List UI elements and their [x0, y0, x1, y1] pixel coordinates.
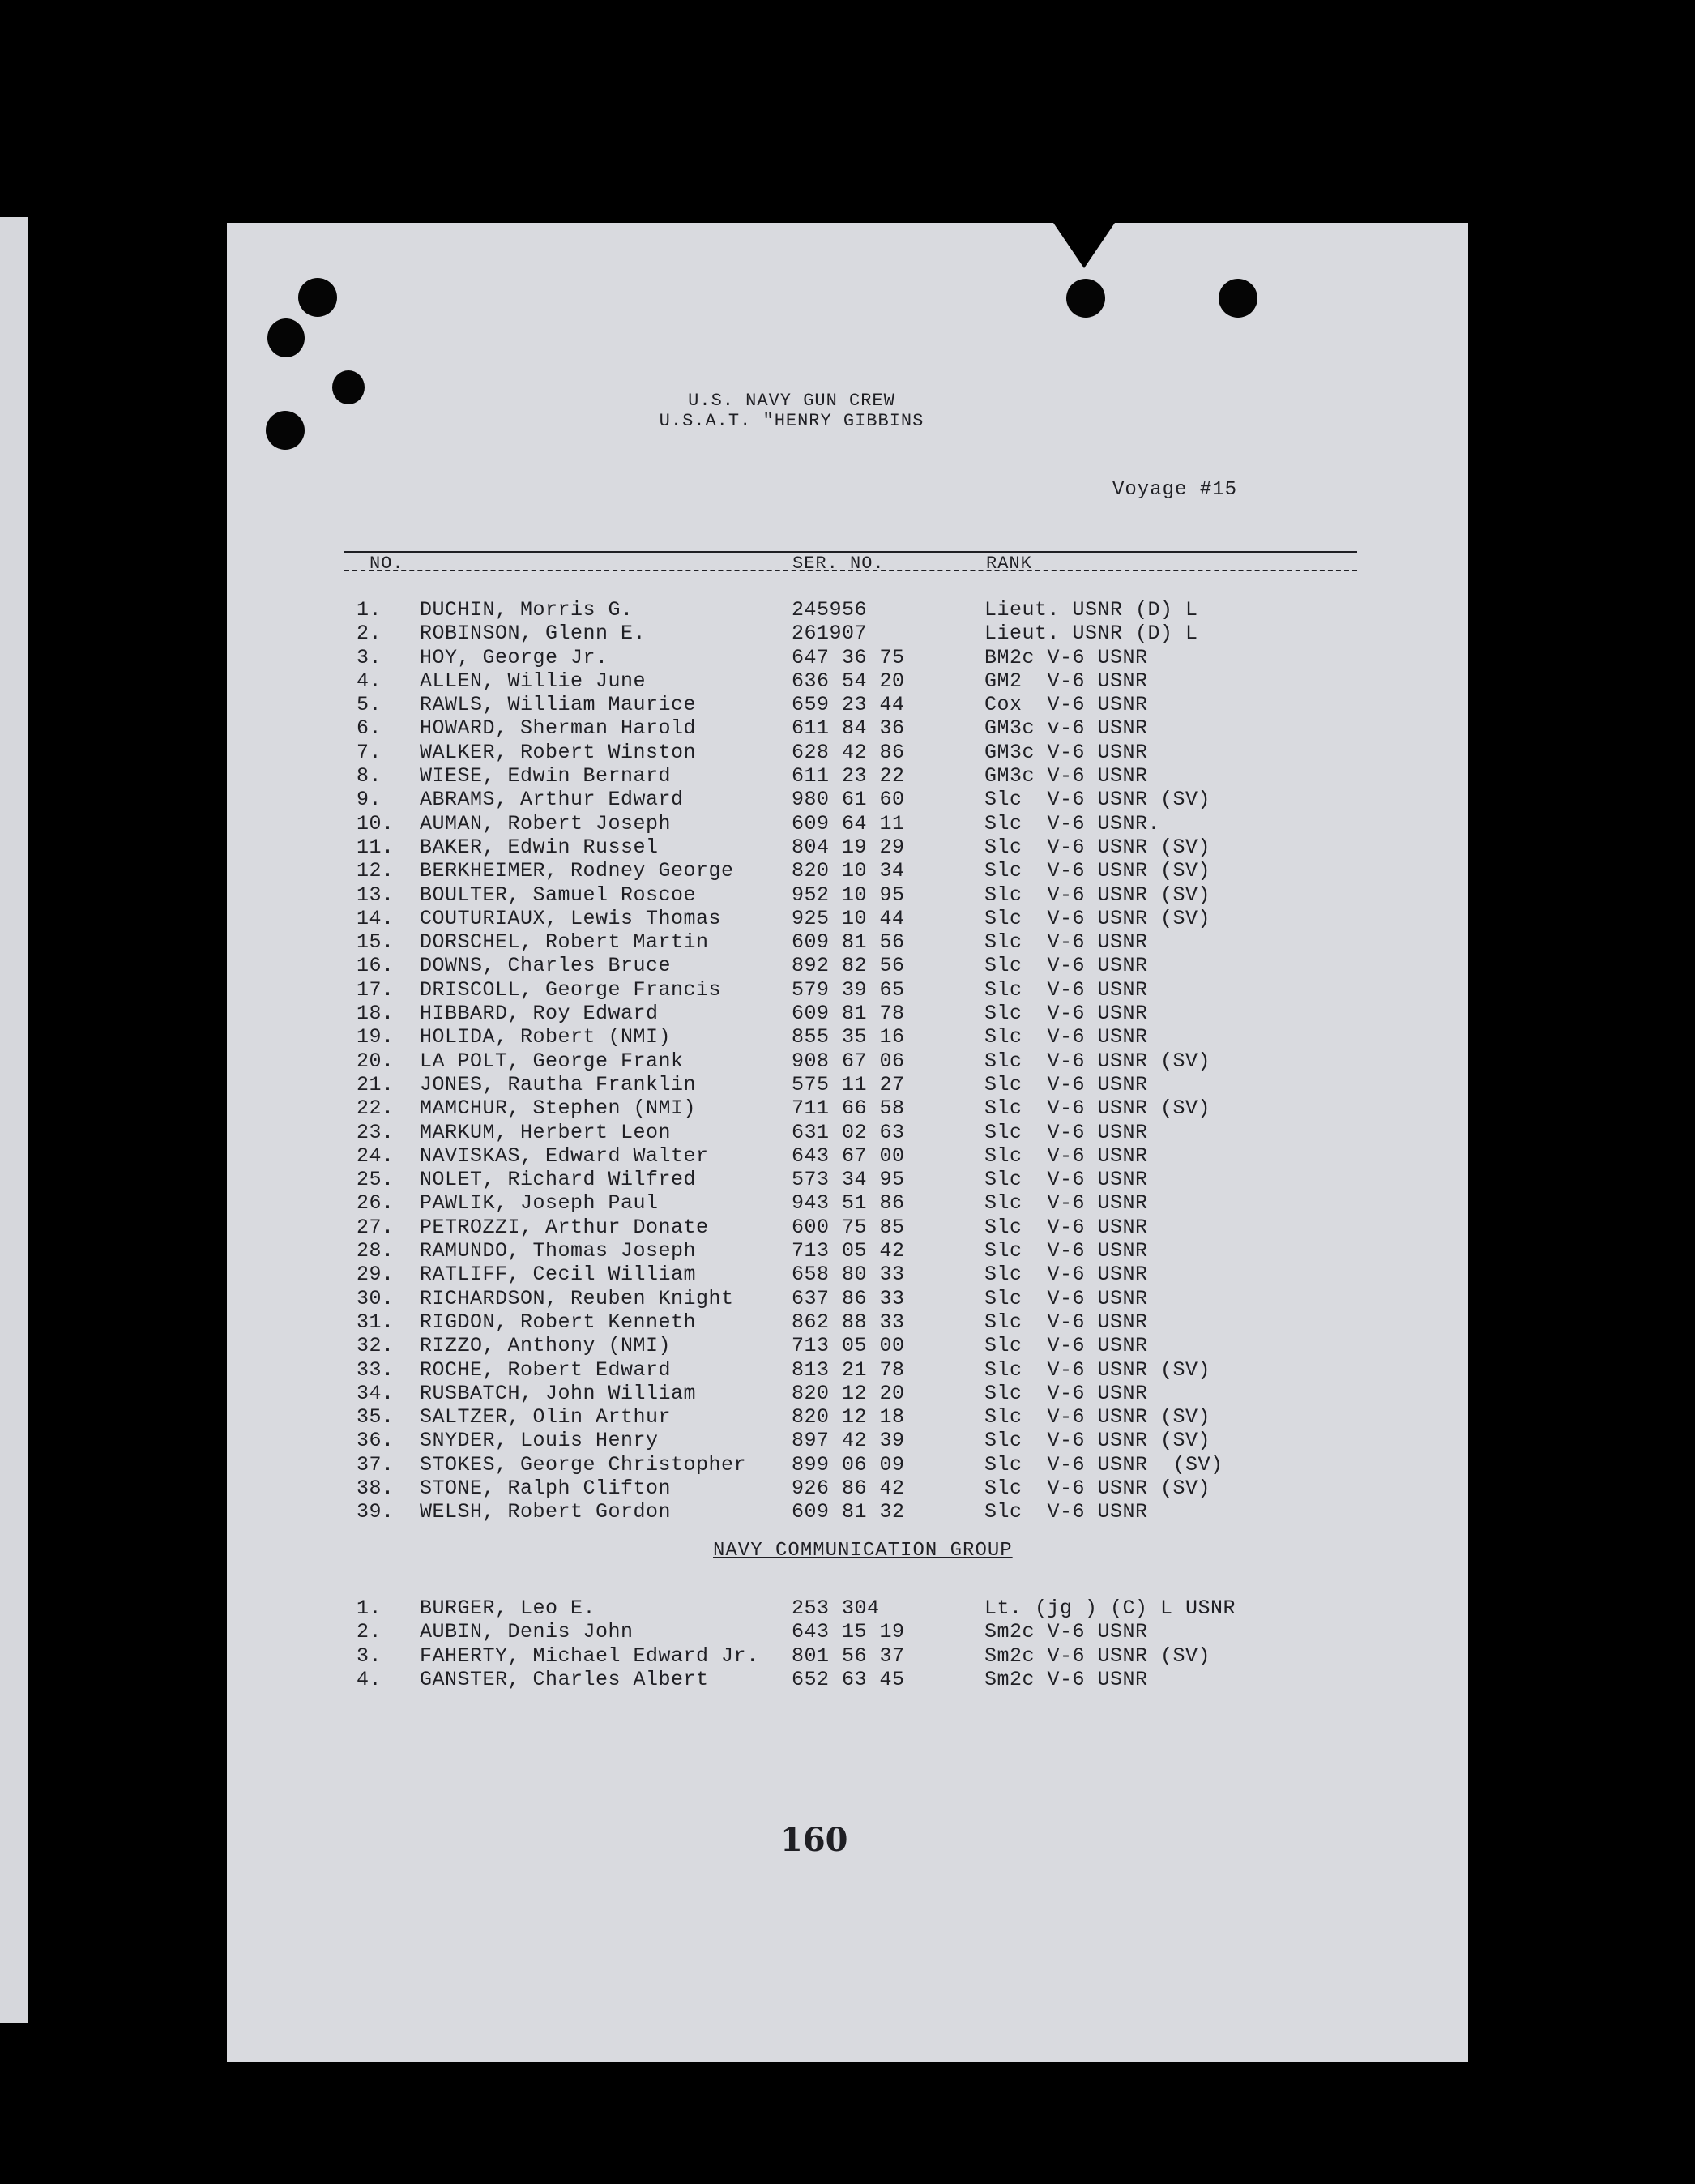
list-item: [227, 1668, 1468, 1691]
person-name: NAVISKAS, Edward Walter: [420, 1143, 709, 1168]
person-name: RAMUNDO, Thomas Joseph: [420, 1239, 697, 1263]
entry-number: 3.: [357, 1643, 382, 1668]
serial-number: 659 23 44: [792, 693, 905, 717]
serial-number: 573 34 95: [792, 1168, 905, 1192]
list-item: [227, 1073, 1468, 1096]
list-item: [227, 1358, 1468, 1382]
serial-number: 245956: [792, 598, 868, 622]
list-item: [227, 1263, 1468, 1286]
list-item: [227, 1168, 1468, 1191]
rank-text: Slc V-6 USNR.: [984, 811, 1161, 836]
person-name: NOLET, Richard Wilfred: [420, 1168, 697, 1192]
serial-number: 611 23 22: [792, 764, 905, 789]
rank-text: Slc V-6 USNR: [984, 1072, 1148, 1096]
person-name: DORSCHEL, Robert Martin: [420, 930, 709, 955]
rank-text: Slc V-6 USNR: [984, 930, 1148, 955]
entry-number: 23.: [357, 1120, 395, 1144]
entry-number: 11.: [357, 835, 395, 859]
list-item: [227, 1477, 1468, 1500]
serial-number: 892 82 56: [792, 954, 905, 978]
person-name: SALTZER, Olin Arthur: [420, 1405, 672, 1430]
entry-number: 34.: [357, 1381, 395, 1405]
rank-text: Slc V-6 USNR (SV): [984, 883, 1211, 907]
rank-text: Slc V-6 USNR: [984, 1239, 1148, 1263]
entry-number: 32.: [357, 1334, 395, 1358]
list-item: [227, 1144, 1468, 1168]
entry-number: 24.: [357, 1143, 395, 1168]
person-name: MAMCHUR, Stephen (NMI): [420, 1096, 697, 1121]
entry-number: 18.: [357, 1002, 395, 1026]
serial-number: 600 75 85: [792, 1215, 905, 1239]
person-name: GANSTER, Charles Albert: [420, 1667, 709, 1691]
entry-number: 6.: [357, 716, 382, 741]
list-item: [227, 1287, 1468, 1310]
entry-number: 29.: [357, 1263, 395, 1287]
rank-text: Slc V-6 USNR (SV): [984, 1429, 1211, 1453]
rank-text: Slc V-6 USNR: [984, 977, 1148, 1002]
entry-number: 30.: [357, 1286, 395, 1310]
entry-number: 13.: [357, 883, 395, 907]
serial-number: 253 304: [792, 1596, 880, 1620]
serial-number: 820 10 34: [792, 859, 905, 883]
serial-number: 899 06 09: [792, 1452, 905, 1477]
entry-number: 15.: [357, 930, 395, 955]
list-item: [227, 788, 1468, 811]
person-name: BURGER, Leo E.: [420, 1596, 596, 1620]
entry-number: 17.: [357, 977, 395, 1002]
person-name: DUCHIN, Morris G.: [420, 598, 634, 622]
rank-text: Slc V-6 USNR: [984, 1381, 1148, 1405]
rank-text: Lieut. USNR (D) L: [984, 622, 1198, 646]
serial-number: 658 80 33: [792, 1263, 905, 1287]
list-item: [227, 1049, 1468, 1073]
serial-number: 609 64 11: [792, 811, 905, 836]
serial-number: 579 39 65: [792, 977, 905, 1002]
rank-text: Slc V-6 USNR (SV): [984, 788, 1211, 812]
rank-text: Slc V-6 USNR: [984, 1500, 1148, 1524]
list-item: [227, 669, 1468, 693]
rank-text: BM2c V-6 USNR: [984, 645, 1148, 669]
punch-hole: [1066, 279, 1105, 318]
entry-number: 21.: [357, 1072, 395, 1096]
person-name: LA POLT, George Frank: [420, 1049, 684, 1073]
person-name: WIESE, Edwin Bernard: [420, 764, 672, 789]
list-item: [227, 1405, 1468, 1429]
entry-number: 14.: [357, 906, 395, 930]
person-name: JONES, Rautha Franklin: [420, 1072, 697, 1096]
list-item: [227, 1239, 1468, 1263]
gun-crew-list: [227, 598, 1468, 1524]
list-item: [227, 1216, 1468, 1239]
serial-number: 575 11 27: [792, 1072, 905, 1096]
person-name: ALLEN, Willie June: [420, 669, 647, 693]
list-item: [227, 1620, 1468, 1643]
person-name: WELSH, Robert Gordon: [420, 1500, 672, 1524]
entry-number: 20.: [357, 1049, 395, 1073]
section-title: NAVY COMMUNICATION GROUP: [713, 1540, 1013, 1562]
serial-number: 925 10 44: [792, 906, 905, 930]
rank-text: Sm2c V-6 USNR: [984, 1667, 1148, 1691]
person-name: MARKUM, Herbert Leon: [420, 1120, 672, 1144]
rank-text: Cox V-6 USNR: [984, 693, 1148, 717]
entry-number: 16.: [357, 954, 395, 978]
serial-number: 813 21 78: [792, 1357, 905, 1382]
list-item: [227, 883, 1468, 907]
page-number: 160: [780, 1821, 848, 1859]
person-name: BOULTER, Samuel Roscoe: [420, 883, 697, 907]
rank-text: Sm2c V-6 USNR: [984, 1620, 1148, 1644]
entry-number: 4.: [357, 1667, 382, 1691]
list-item: [227, 1121, 1468, 1144]
rank-text: GM2 V-6 USNR: [984, 669, 1148, 693]
serial-number: 643 15 19: [792, 1620, 905, 1644]
entry-number: 1.: [357, 1596, 382, 1620]
list-item: [227, 646, 1468, 669]
voyage-number: Voyage #15: [1112, 479, 1238, 501]
serial-number: 713 05 42: [792, 1239, 905, 1263]
person-name: FAHERTY, Michael Edward Jr.: [420, 1643, 759, 1668]
rank-text: Lieut. USNR (D) L: [984, 598, 1198, 622]
serial-number: 908 67 06: [792, 1049, 905, 1073]
serial-number: 952 10 95: [792, 883, 905, 907]
rank-text: Slc V-6 USNR (SV): [984, 1476, 1211, 1500]
entry-number: 2.: [357, 622, 382, 646]
serial-number: 711 66 58: [792, 1096, 905, 1121]
punch-hole: [1219, 279, 1257, 318]
serial-number: 609 81 56: [792, 930, 905, 955]
rank-text: Slc V-6 USNR: [984, 1263, 1148, 1287]
serial-number: 647 36 75: [792, 645, 905, 669]
person-name: HOLIDA, Robert (NMI): [420, 1025, 672, 1049]
serial-number: 636 54 20: [792, 669, 905, 693]
rank-text: Slc V-6 USNR: [984, 1143, 1148, 1168]
serial-number: 804 19 29: [792, 835, 905, 859]
entry-number: 4.: [357, 669, 382, 693]
list-item: [227, 1644, 1468, 1668]
entry-number: 12.: [357, 859, 395, 883]
rank-text: Slc V-6 USNR: [984, 1215, 1148, 1239]
list-item: [227, 1596, 1468, 1620]
person-name: AUBIN, Denis John: [420, 1620, 634, 1644]
list-item: [227, 1191, 1468, 1215]
entry-number: 19.: [357, 1025, 395, 1049]
serial-number: 801 56 37: [792, 1643, 905, 1668]
serial-number: 628 42 86: [792, 740, 905, 764]
list-item: [227, 693, 1468, 716]
rank-text: GM3c v-6 USNR: [984, 716, 1148, 741]
list-item: [227, 907, 1468, 930]
person-name: RIGDON, Robert Kenneth: [420, 1310, 697, 1334]
list-item: [227, 954, 1468, 977]
list-item: [227, 836, 1468, 859]
serial-number: 862 88 33: [792, 1310, 905, 1334]
serial-number: 652 63 45: [792, 1667, 905, 1691]
serial-number: 631 02 63: [792, 1120, 905, 1144]
rank-text: Slc V-6 USNR (SV): [984, 1049, 1211, 1073]
person-name: HOY, George Jr.: [420, 645, 608, 669]
list-item: [227, 1002, 1468, 1025]
rank-text: GM3c V-6 USNR: [984, 764, 1148, 789]
person-name: STOKES, George Christopher: [420, 1452, 747, 1477]
rank-text: Slc V-6 USNR: [984, 1334, 1148, 1358]
rank-text: Slc V-6 USNR (SV): [984, 1096, 1211, 1121]
rank-text: Slc V-6 USNR: [984, 1310, 1148, 1334]
list-item: [227, 1334, 1468, 1357]
rank-text: Slc V-6 USNR (SV): [984, 859, 1211, 883]
person-name: RUSBATCH, John William: [420, 1381, 697, 1405]
punch-hole: [266, 411, 305, 450]
entry-number: 10.: [357, 811, 395, 836]
header-underline: [344, 570, 1357, 571]
entry-number: 39.: [357, 1500, 395, 1524]
list-item: [227, 741, 1468, 764]
entry-number: 8.: [357, 764, 382, 789]
person-name: RAWLS, William Maurice: [420, 693, 697, 717]
entry-number: 33.: [357, 1357, 395, 1382]
rank-text: Slc V-6 USNR: [984, 1002, 1148, 1026]
person-name: PAWLIK, Joseph Paul: [420, 1191, 659, 1216]
person-name: BAKER, Edwin Russel: [420, 835, 659, 859]
rank-text: Slc V-6 USNR: [984, 1025, 1148, 1049]
person-name: HIBBARD, Roy Edward: [420, 1002, 659, 1026]
punch-hole: [298, 278, 337, 317]
torn-notch: [1050, 223, 1118, 268]
list-item: [227, 598, 1468, 622]
list-item: [227, 1429, 1468, 1452]
person-name: ROCHE, Robert Edward: [420, 1357, 672, 1382]
list-item: [227, 1096, 1468, 1120]
serial-number: 820 12 20: [792, 1381, 905, 1405]
entry-number: 1.: [357, 598, 382, 622]
entry-number: 22.: [357, 1096, 395, 1121]
rank-text: Slc V-6 USNR (SV): [984, 835, 1211, 859]
rank-text: Slc V-6 USNR: [984, 954, 1148, 978]
list-item: [227, 1382, 1468, 1405]
rank-text: Slc V-6 USNR: [984, 1168, 1148, 1192]
serial-number: 943 51 86: [792, 1191, 905, 1216]
list-item: [227, 1500, 1468, 1524]
column-header-ser-no: SER. NO.: [792, 553, 885, 574]
serial-number: 643 67 00: [792, 1143, 905, 1168]
document-page: [227, 223, 1468, 2062]
list-item: [227, 812, 1468, 836]
list-item: [227, 1025, 1468, 1049]
column-header-rank: RANK: [986, 553, 1032, 574]
person-name: STONE, Ralph Clifton: [420, 1476, 672, 1500]
entry-number: 36.: [357, 1429, 395, 1453]
list-item: [227, 1310, 1468, 1334]
adjacent-page-edge: [0, 217, 28, 2023]
serial-number: 609 81 78: [792, 1002, 905, 1026]
rank-text: Slc V-6 USNR (SV): [984, 1357, 1211, 1382]
punch-hole: [267, 318, 305, 357]
entry-number: 28.: [357, 1239, 395, 1263]
person-name: COUTURIAUX, Lewis Thomas: [420, 906, 722, 930]
rank-text: Sm2c V-6 USNR (SV): [984, 1643, 1211, 1668]
person-name: SNYDER, Louis Henry: [420, 1429, 659, 1453]
entry-number: 27.: [357, 1215, 395, 1239]
person-name: DRISCOLL, George Francis: [420, 977, 722, 1002]
entry-number: 31.: [357, 1310, 395, 1334]
entry-number: 9.: [357, 788, 382, 812]
rank-text: Slc V-6 USNR: [984, 1191, 1148, 1216]
rank-text: Lt. (jg ) (C) L USNR: [984, 1596, 1236, 1620]
rank-text: Slc V-6 USNR (SV): [984, 906, 1211, 930]
list-item: [227, 622, 1468, 645]
person-name: WALKER, Robert Winston: [420, 740, 697, 764]
rank-text: GM3c V-6 USNR: [984, 740, 1148, 764]
person-name: HOWARD, Sherman Harold: [420, 716, 697, 741]
serial-number: 713 05 00: [792, 1334, 905, 1358]
serial-number: 637 86 33: [792, 1286, 905, 1310]
entry-number: 5.: [357, 693, 382, 717]
communication-group-list: [227, 1596, 1468, 1691]
serial-number: 855 35 16: [792, 1025, 905, 1049]
person-name: AUMAN, Robert Joseph: [420, 811, 672, 836]
list-item: [227, 930, 1468, 954]
serial-number: 897 42 39: [792, 1429, 905, 1453]
list-item: [227, 859, 1468, 883]
person-name: RATLIFF, Cecil William: [420, 1263, 697, 1287]
person-name: ROBINSON, Glenn E.: [420, 622, 647, 646]
serial-number: 609 81 32: [792, 1500, 905, 1524]
person-name: DOWNS, Charles Bruce: [420, 954, 672, 978]
person-name: BERKHEIMER, Rodney George: [420, 859, 734, 883]
entry-number: 3.: [357, 645, 382, 669]
entry-number: 35.: [357, 1405, 395, 1430]
serial-number: 926 86 42: [792, 1476, 905, 1500]
person-name: PETROZZI, Arthur Donate: [420, 1215, 709, 1239]
entry-number: 37.: [357, 1452, 395, 1477]
entry-number: 2.: [357, 1620, 382, 1644]
rank-text: Slc V-6 USNR (SV): [984, 1405, 1211, 1430]
entry-number: 7.: [357, 740, 382, 764]
document-title: U.S. NAVY GUN CREW: [688, 391, 895, 411]
list-item: [227, 1453, 1468, 1477]
entry-number: 26.: [357, 1191, 395, 1216]
serial-number: 261907: [792, 622, 868, 646]
column-header-no: NO.: [369, 553, 404, 574]
entry-number: 38.: [357, 1476, 395, 1500]
serial-number: 611 84 36: [792, 716, 905, 741]
rank-text: Slc V-6 USNR: [984, 1120, 1148, 1144]
person-name: RICHARDSON, Reuben Knight: [420, 1286, 734, 1310]
list-item: [227, 978, 1468, 1002]
serial-number: 820 12 18: [792, 1405, 905, 1430]
list-item: [227, 716, 1468, 740]
person-name: ABRAMS, Arthur Edward: [420, 788, 684, 812]
person-name: RIZZO, Anthony (NMI): [420, 1334, 672, 1358]
serial-number: 980 61 60: [792, 788, 905, 812]
rank-text: Slc V-6 USNR (SV): [984, 1452, 1223, 1477]
entry-number: 25.: [357, 1168, 395, 1192]
list-item: [227, 764, 1468, 788]
rank-text: Slc V-6 USNR: [984, 1286, 1148, 1310]
vessel-name: U.S.A.T. "HENRY GIBBINS: [659, 411, 924, 431]
